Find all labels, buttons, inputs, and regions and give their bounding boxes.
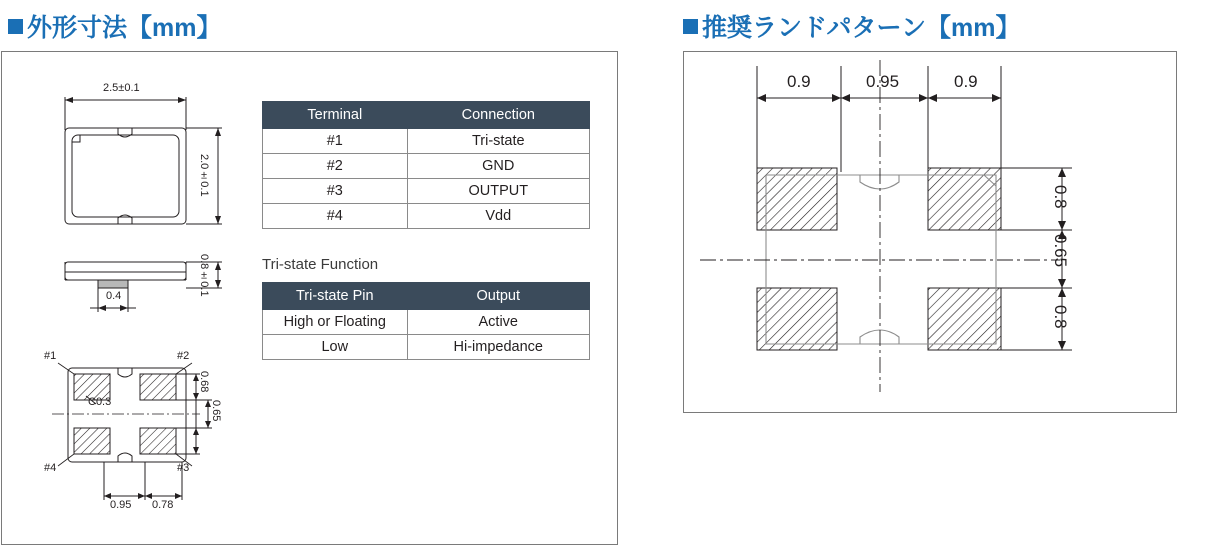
terminal-cell: #3	[263, 179, 408, 204]
bottom-view-pad-height-dim: 0.68	[198, 371, 210, 393]
terminal-col-header: Terminal	[263, 102, 408, 129]
output-cell: Active	[407, 310, 589, 335]
terminal-cell: #4	[263, 204, 408, 229]
connection-cell: Vdd	[407, 204, 589, 229]
land-pattern-right-dim-2: 0.65	[1051, 234, 1070, 268]
tristate-pin-cell: High or Floating	[263, 310, 408, 335]
side-view-height-dim: 0.8±0.1	[198, 254, 210, 297]
tristate-pin-cell: Low	[263, 335, 408, 360]
bottom-view-pin3-label: #3	[177, 462, 190, 474]
land-pattern-right-dim-3: 0.8	[1051, 305, 1070, 329]
tristate-pin-col-header: Tri-state Pin	[263, 283, 408, 310]
top-view-width-dim: 2.5±0.1	[103, 82, 140, 94]
land-pattern-top-dim-1: 0.9	[787, 72, 811, 91]
connection-cell: Tri-state	[407, 129, 589, 154]
side-view-pad-dim: 0.4	[106, 290, 122, 302]
bottom-view-pad-gap-dim: 0.65	[210, 400, 222, 422]
bottom-view-pad-width-dim: 0.78	[152, 499, 174, 511]
section-heading-land-pattern-label: 推奨ランドパターン【mm】	[702, 14, 1021, 42]
section-heading-outline-label: 外形寸法【mm】	[27, 14, 222, 42]
bottom-view-pad-pitch-dim: 0.95	[110, 499, 132, 511]
bottom-view-pin1-label: #1	[44, 350, 57, 362]
land-pattern-top-dim-2: 0.95	[866, 72, 900, 91]
connection-col-header: Connection	[407, 102, 589, 129]
land-pattern-top-dim-3: 0.9	[954, 72, 978, 91]
connection-cell: OUTPUT	[407, 179, 589, 204]
land-pattern-right-dim-1: 0.8	[1051, 185, 1070, 209]
top-view-height-dim: 2.0±0.1	[198, 154, 210, 197]
bottom-view-pin4-label: #4	[44, 462, 57, 474]
terminal-cell: #1	[263, 129, 408, 154]
terminal-cell: #2	[263, 154, 408, 179]
output-cell: Hi-impedance	[407, 335, 589, 360]
bottom-view-chamfer-label: C0.3	[88, 396, 112, 408]
output-col-header: Output	[407, 283, 589, 310]
tristate-function-caption: Tri-state Function	[262, 256, 379, 273]
bottom-view-pin2-label: #2	[177, 350, 190, 362]
connection-cell: GND	[407, 154, 589, 179]
